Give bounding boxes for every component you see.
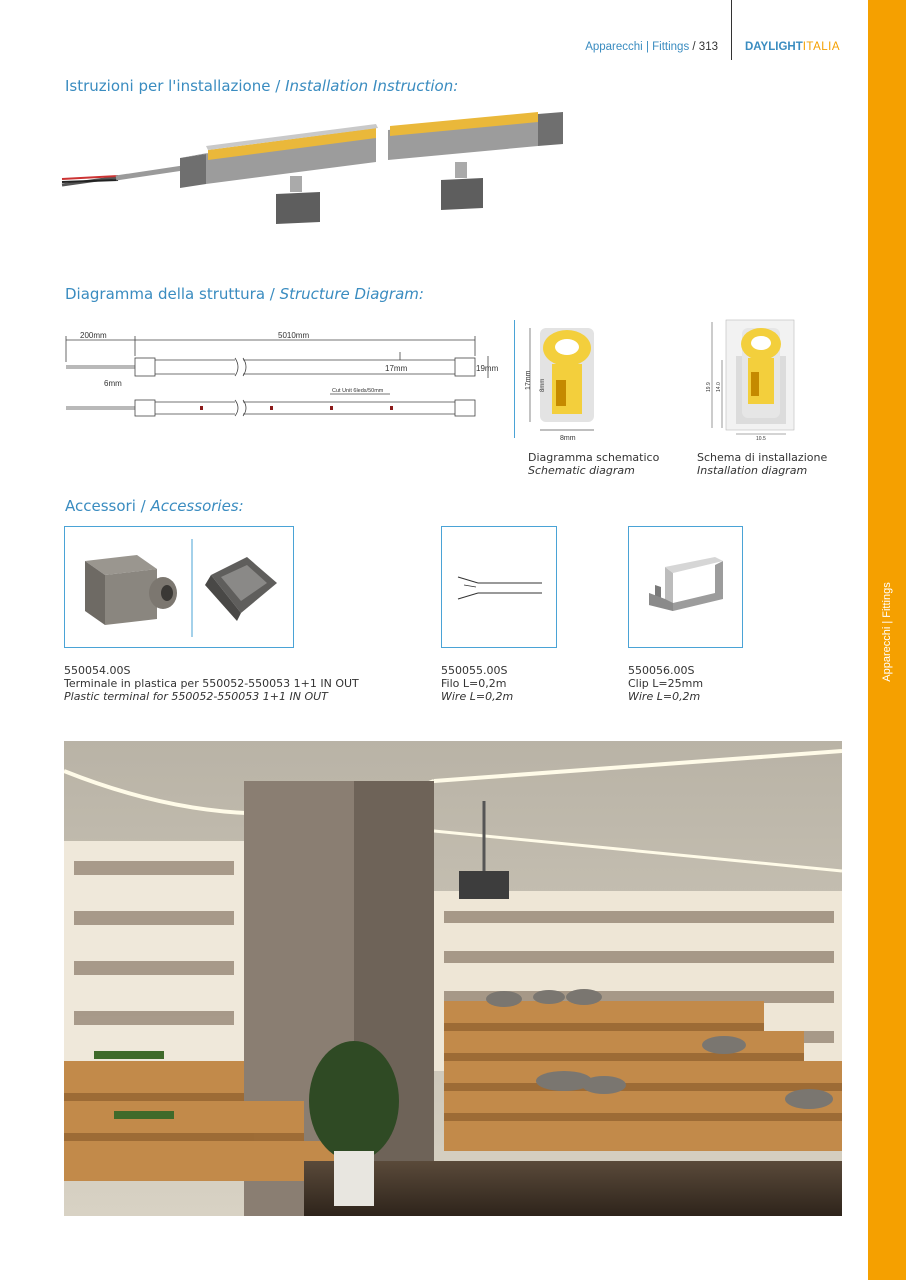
dim-200: 200mm xyxy=(80,331,107,340)
breadcrumb xyxy=(585,41,718,53)
breadcrumb-section[interactable]: Apparecchi xyxy=(585,41,643,53)
structure-title: Diagramma della struttura / Structure Diagram: xyxy=(65,285,424,303)
breadcrumb-separator: | xyxy=(645,41,649,53)
accessory-box-terminal[interactable] xyxy=(64,526,294,648)
header-divider xyxy=(731,0,732,60)
accessory-caption-clip: 550056.00S Clip L=25mm Wire L=0,2m xyxy=(628,664,704,703)
cut-unit: Cut Unit 6leds/50mm xyxy=(332,388,384,394)
accessory-code: 550056.00S xyxy=(628,664,695,677)
schematic-caption: Diagramma schematico Schematic diagram xyxy=(528,451,660,477)
svg-text:8mm: 8mm xyxy=(540,378,546,392)
svg-text:8mm: 8mm xyxy=(560,435,576,442)
installation-caption: Schema di installazione Installation diagram xyxy=(697,451,828,477)
svg-text:10.5: 10.5 xyxy=(756,436,766,442)
accessory-caption-wire: 550055.00S Filo L=0,2m Wire L=0,2m xyxy=(441,664,514,703)
structure-diagram xyxy=(60,322,500,422)
diagram-divider xyxy=(514,320,515,438)
accessory-box-wire[interactable] xyxy=(441,526,557,648)
schematic-diagram xyxy=(522,320,612,444)
svg-text:17mm: 17mm xyxy=(525,370,532,390)
dim-19: 19mm xyxy=(476,364,499,373)
installation-diagram xyxy=(700,316,810,442)
accessories-title: Accessori / Accessories: xyxy=(65,497,244,515)
svg-text:19.9: 19.9 xyxy=(706,382,712,392)
accessory-code: 550055.00S xyxy=(441,664,508,677)
dim-6: 6mm xyxy=(104,379,122,388)
library-photo xyxy=(64,741,842,1216)
brand-logo: DAYLIGHTITALIA xyxy=(745,41,841,53)
wire-image xyxy=(442,527,556,647)
accessory-box-clip[interactable] xyxy=(628,526,743,648)
end-cap-image xyxy=(65,527,293,647)
accessory-code: 550054.00S xyxy=(64,664,131,677)
led-strip-image xyxy=(58,110,588,250)
dim-5010: 5010mm xyxy=(278,331,310,340)
breadcrumb-section-en[interactable]: Fittings xyxy=(652,41,690,53)
svg-text:14.0: 14.0 xyxy=(716,382,722,392)
clip-image xyxy=(629,527,742,647)
dim-17: 17mm xyxy=(385,364,408,373)
page-number: / 313 xyxy=(692,41,718,53)
installation-title: Istruzioni per l'installazione / Installation Instruction: xyxy=(65,77,459,95)
accessory-caption-terminal: 550054.00S Terminale in plastica per 550052-550053 1+1 IN OUT Plastic terminal for 550052-550053 1+1 IN OUT xyxy=(64,664,359,703)
